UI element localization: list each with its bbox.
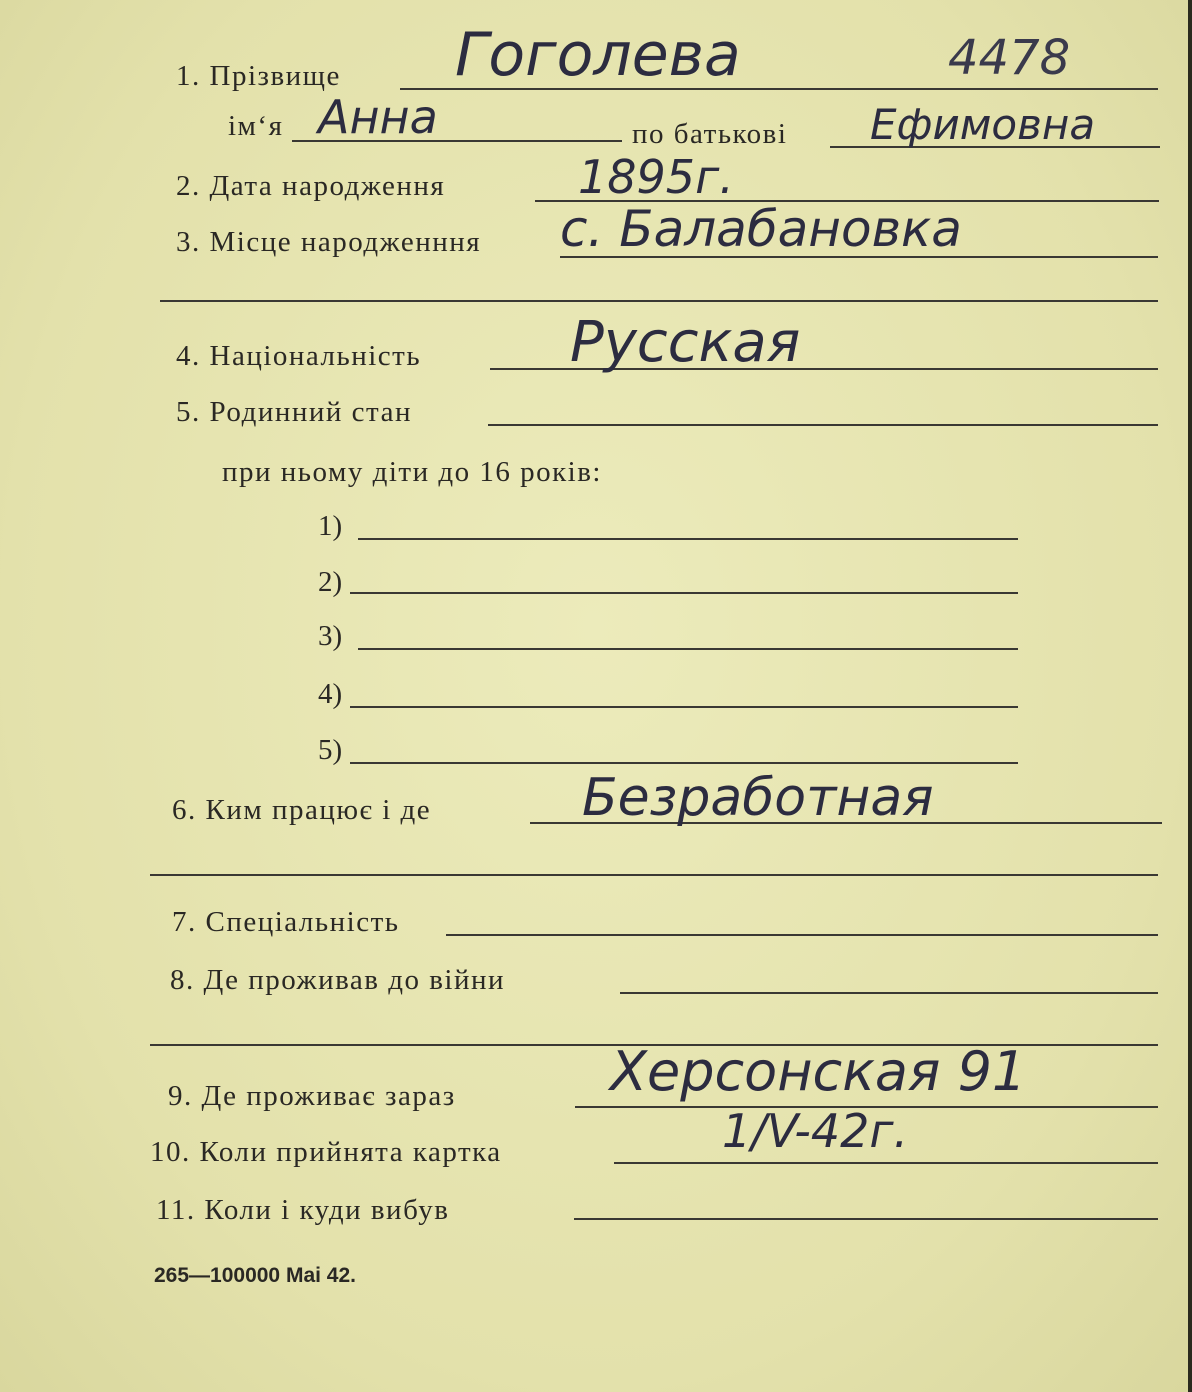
line-child-2 [350, 592, 1018, 594]
line-birthplace-2 [160, 300, 1158, 302]
label-birthplace: 3. Місце народженння [176, 226, 482, 258]
handwritten-nationality: Русская [570, 310, 801, 375]
label-departure: 11. Коли і куди вибув [156, 1194, 450, 1226]
handwritten-occupation: Безработная [582, 768, 934, 828]
label-prewar-residence: 8. Де проживав до війни [170, 964, 506, 996]
handwritten-birth-year: 1895г. [578, 150, 734, 204]
label-surname: 1. Прізвище [176, 60, 341, 92]
line-occupation-2 [150, 874, 1158, 876]
line-child-5 [350, 762, 1018, 764]
label-name: ім‘я [228, 110, 284, 142]
line-prewar-residence [620, 992, 1158, 994]
line-child-3 [358, 648, 1018, 650]
label-child-3: 3) [318, 620, 343, 652]
line-child-4 [350, 706, 1018, 708]
label-card-accepted: 10. Коли прийнята картка [150, 1136, 502, 1168]
handwritten-birthplace: с. Балабановка [560, 200, 962, 258]
line-child-1 [358, 538, 1018, 540]
label-marital-status: 5. Родинний стан [176, 396, 412, 428]
handwritten-card-number: 4478 [948, 30, 1071, 86]
line-card-accepted [614, 1162, 1158, 1164]
label-child-2: 2) [318, 566, 343, 598]
label-occupation: 6. Ким працює і де [172, 794, 432, 826]
label-child-4: 4) [318, 678, 343, 710]
label-patronymic: по батькові [632, 118, 788, 150]
label-current-residence: 9. Де проживає зараз [168, 1080, 456, 1112]
label-birthdate: 2. Дата народження [176, 170, 446, 202]
line-specialty [446, 934, 1158, 936]
line-marital-status [488, 424, 1158, 426]
handwritten-patronymic: Ефимовна [870, 100, 1096, 149]
handwritten-address: Херсонская 91 [610, 1040, 1027, 1103]
label-specialty: 7. Спеціальність [172, 906, 400, 938]
handwritten-surname: Гоголева [455, 20, 741, 90]
label-child-1: 1) [318, 510, 343, 542]
label-child-5: 5) [318, 734, 343, 766]
label-children: при ньому діти до 16 років: [222, 456, 602, 488]
label-nationality: 4. Національність [176, 340, 422, 372]
line-departure [574, 1218, 1158, 1220]
handwritten-accepted-date: 1/V-42г. [722, 1104, 909, 1158]
print-code: 265—100000 Mai 42. [154, 1264, 356, 1287]
handwritten-name: Анна [318, 90, 438, 144]
